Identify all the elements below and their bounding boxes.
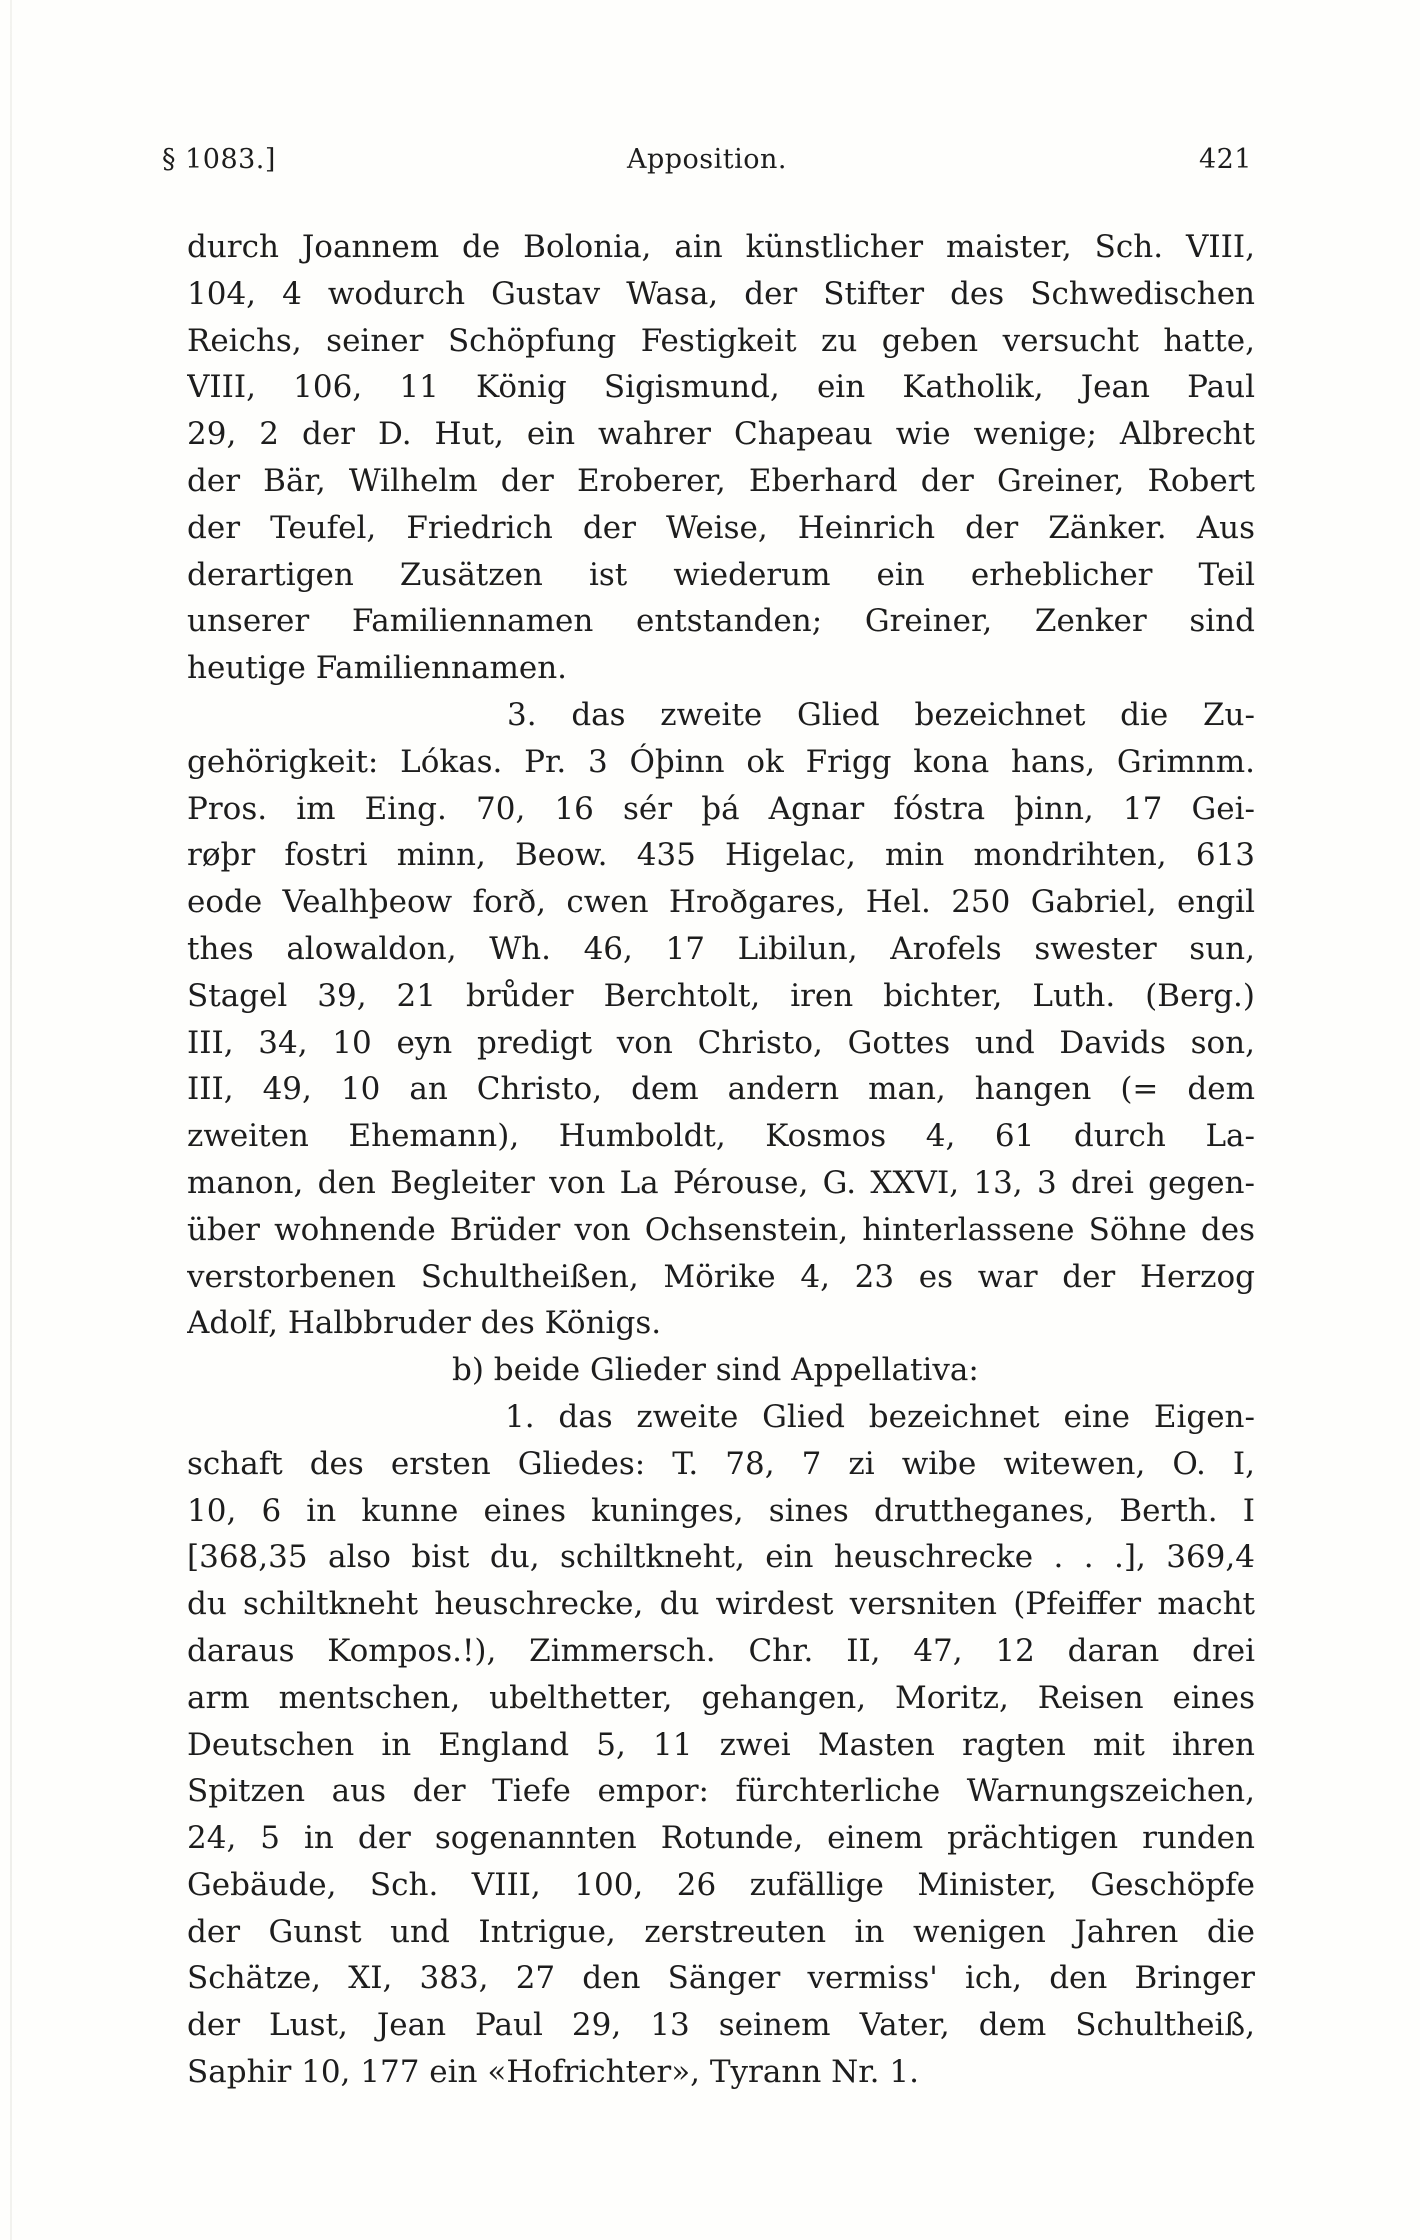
subsection-heading: b) beide Glieder sind Appellativa: (452, 1352, 979, 1389)
text-line: arm mentschen, ubelthetter, gehangen, Moritz, Reisen eines (187, 1679, 1255, 1716)
page-edge (10, 0, 12, 2240)
text-line: Saphir 10, 177 ein «Hofrichter», Tyrann Nr. 1. (187, 2054, 919, 2091)
text-line: über wohnende Brüder von Ochsenstein, hinterlassene Söhne des (187, 1211, 1255, 1248)
text-line: Stagel 39, 21 brůder Berchtolt, iren bichter, Luth. (Berg.) (187, 977, 1255, 1014)
text-line: schaft des ersten Gliedes: T. 78, 7 zi wibe witewen, O. I, (187, 1445, 1255, 1482)
text-line: 24, 5 in der sogenannten Rotunde, einem prächtigen runden (187, 1820, 1255, 1857)
running-header (162, 144, 1252, 184)
text-line: Schätze, XI, 383, 27 den Sänger vermiss' ich, den Bringer (187, 1960, 1255, 1997)
text-line: der Bär, Wilhelm der Eroberer, Eberhard der Greiner, Robert (187, 462, 1255, 499)
text-line: Reichs, seiner Schöpfung Festigkeit zu geben versucht hatte, (187, 322, 1255, 359)
page-number: 421 (1198, 144, 1252, 175)
text-line: Pros. im Eing. 70, 16 sér þá Agnar fóstra þinn, 17 Gei- (187, 790, 1255, 827)
text-line: Deutschen in England 5, 11 zwei Masten ragten mit ihren (187, 1726, 1255, 1763)
text-line: manon, den Begleiter von La Pérouse, G. XXVI, 13, 3 drei gegen- (187, 1164, 1255, 1201)
text-line: verstorbenen Schultheißen, Mörike 4, 23 es war der Herzog (187, 1258, 1255, 1295)
text-line: VIII, 106, 11 König Sigismund, ein Katholik, Jean Paul (187, 369, 1255, 406)
text-line: zweiten Ehemann), Humboldt, Kosmos 4, 61 durch La- (187, 1118, 1255, 1155)
text-line: daraus Kompos.!), Zimmersch. Chr. II, 47, 12 daran drei (187, 1632, 1255, 1669)
text-line: [368,35 also bist du, schiltkneht, ein heuschrecke . . .], 369,4 (187, 1539, 1255, 1576)
text-line: unserer Familiennamen entstanden; Greiner, Zenker sind (187, 603, 1255, 640)
text-line: der Teufel, Friedrich der Weise, Heinrich der Zänker. Aus (187, 509, 1255, 546)
text-line: røþr fostri minn, Beow. 435 Higelac, min mondrihten, 613 (187, 837, 1255, 874)
section-reference: § 1083.] (162, 144, 276, 175)
text-line: heutige Familiennamen. (187, 650, 568, 687)
text-line: Gebäude, Sch. VIII, 100, 26 zufällige Minister, Geschöpfe (187, 1866, 1255, 1903)
text-line: Adolf, Halbbruder des Königs. (187, 1305, 662, 1342)
text-line: durch Joannem de Bolonia, ain künstlicher maister, Sch. VIII, (187, 229, 1255, 265)
text-line: 1. das zweite Glied bezeichnet eine Eigen- (505, 1398, 1255, 1435)
text-line: eode Vealhþeow forð, cwen Hroðgares, Hel. 250 Gabriel, engil (187, 884, 1255, 921)
page-title: Apposition. (626, 144, 788, 175)
text-line: gehörigkeit: Lókas. Pr. 3 Óþinn ok Frigg kona hans, Grimnm. (187, 743, 1255, 780)
text-line: 3. das zweite Glied bezeichnet die Zu- (507, 696, 1255, 733)
text-line: du schiltkneht heuschrecke, du wirdest versniten (Pfeiffer macht (187, 1586, 1255, 1623)
text-line: Spitzen aus der Tiefe empor: fürchterliche Warnungszeichen, (187, 1773, 1255, 1810)
text-body (187, 224, 1255, 2096)
text-line: 10, 6 in kunne eines kuninges, sines druttheganes, Berth. I (187, 1492, 1255, 1529)
text-line: der Gunst und Intrigue, zerstreuten in wenigen Jahren die (187, 1913, 1255, 1950)
text-line: III, 49, 10 an Christo, dem andern man, hangen (= dem (187, 1071, 1255, 1108)
text-line: III, 34, 10 eyn predigt von Christo, Gottes und Davids son, (187, 1024, 1255, 1061)
text-line: 29, 2 der D. Hut, ein wahrer Chapeau wie wenige; Albrecht (187, 416, 1255, 453)
text-line: derartigen Zusätzen ist wiederum ein erheblicher Teil (187, 556, 1255, 593)
text-line: 104, 4 wodurch Gustav Wasa, der Stifter des Schwedischen (187, 275, 1255, 312)
text-line: der Lust, Jean Paul 29, 13 seinem Vater, dem Schultheiß, (187, 2007, 1255, 2044)
text-line: thes alowaldon, Wh. 46, 17 Libilun, Arofels swester sun, (187, 930, 1255, 967)
